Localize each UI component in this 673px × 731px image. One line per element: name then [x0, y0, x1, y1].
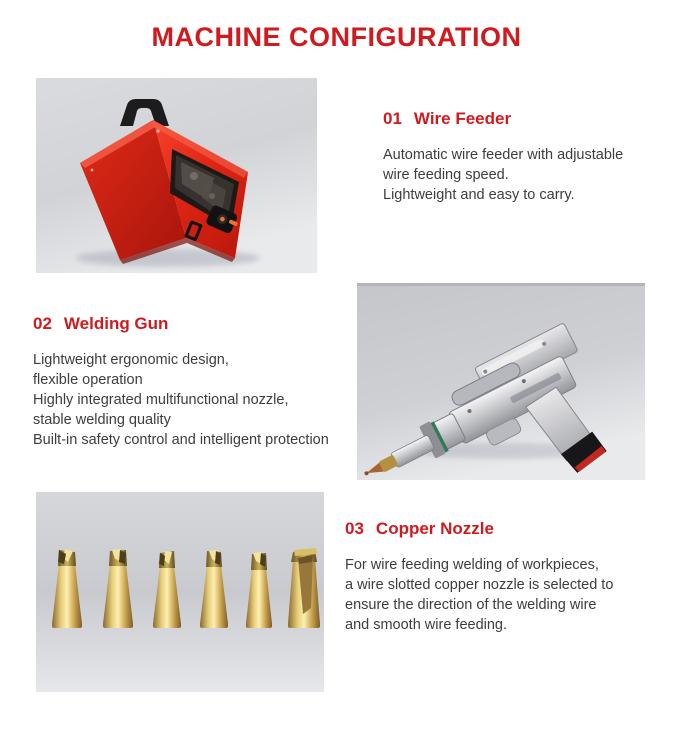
wire-feeder-photo [36, 78, 317, 273]
description-line: Lightweight ergonomic design, [33, 352, 229, 368]
section-heading-copper-nozzle [345, 519, 655, 539]
description-line: Built-in safety control and intelligent protection [33, 432, 329, 448]
section-number: 03 [345, 519, 364, 538]
section-copper-nozzle-text [345, 519, 655, 635]
section-welding-gun-text [33, 314, 373, 450]
description-line: stable welding quality [33, 412, 171, 428]
section-number: 01 [383, 109, 402, 128]
copper-nozzle-photo [36, 492, 324, 692]
section-description [383, 145, 651, 205]
section-title: Copper Nozzle [375, 519, 494, 538]
description-line: a wire slotted copper nozzle is selected to [345, 577, 614, 593]
section-description [33, 350, 373, 450]
description-line: Lightweight and easy to carry. [383, 187, 575, 203]
section-wire-feeder-text [383, 109, 651, 205]
section-title: Welding Gun [63, 314, 169, 333]
description-line: flexible operation [33, 372, 143, 388]
section-number: 02 [33, 314, 52, 333]
section-heading-welding-gun [33, 314, 373, 334]
description-line: wire feeding speed. [383, 167, 509, 183]
copper-nozzle-illustration [36, 492, 324, 692]
description-line: Automatic wire feeder with adjustable [383, 147, 624, 163]
welding-gun-photo [357, 283, 645, 480]
wire-feeder-illustration [36, 78, 317, 273]
description-line: and smooth wire feeding. [345, 617, 508, 633]
section-heading-wire-feeder [383, 109, 651, 129]
section-description [345, 555, 655, 635]
description-line: Highly integrated multifunctional nozzle, [33, 392, 289, 408]
description-line: ensure the direction of the welding wire [345, 597, 597, 613]
welding-gun-illustration [357, 283, 645, 480]
page-title: MACHINE CONFIGURATION [151, 22, 522, 52]
section-title: Wire Feeder [413, 109, 512, 128]
description-line: For wire feeding welding of workpieces, [345, 557, 599, 573]
